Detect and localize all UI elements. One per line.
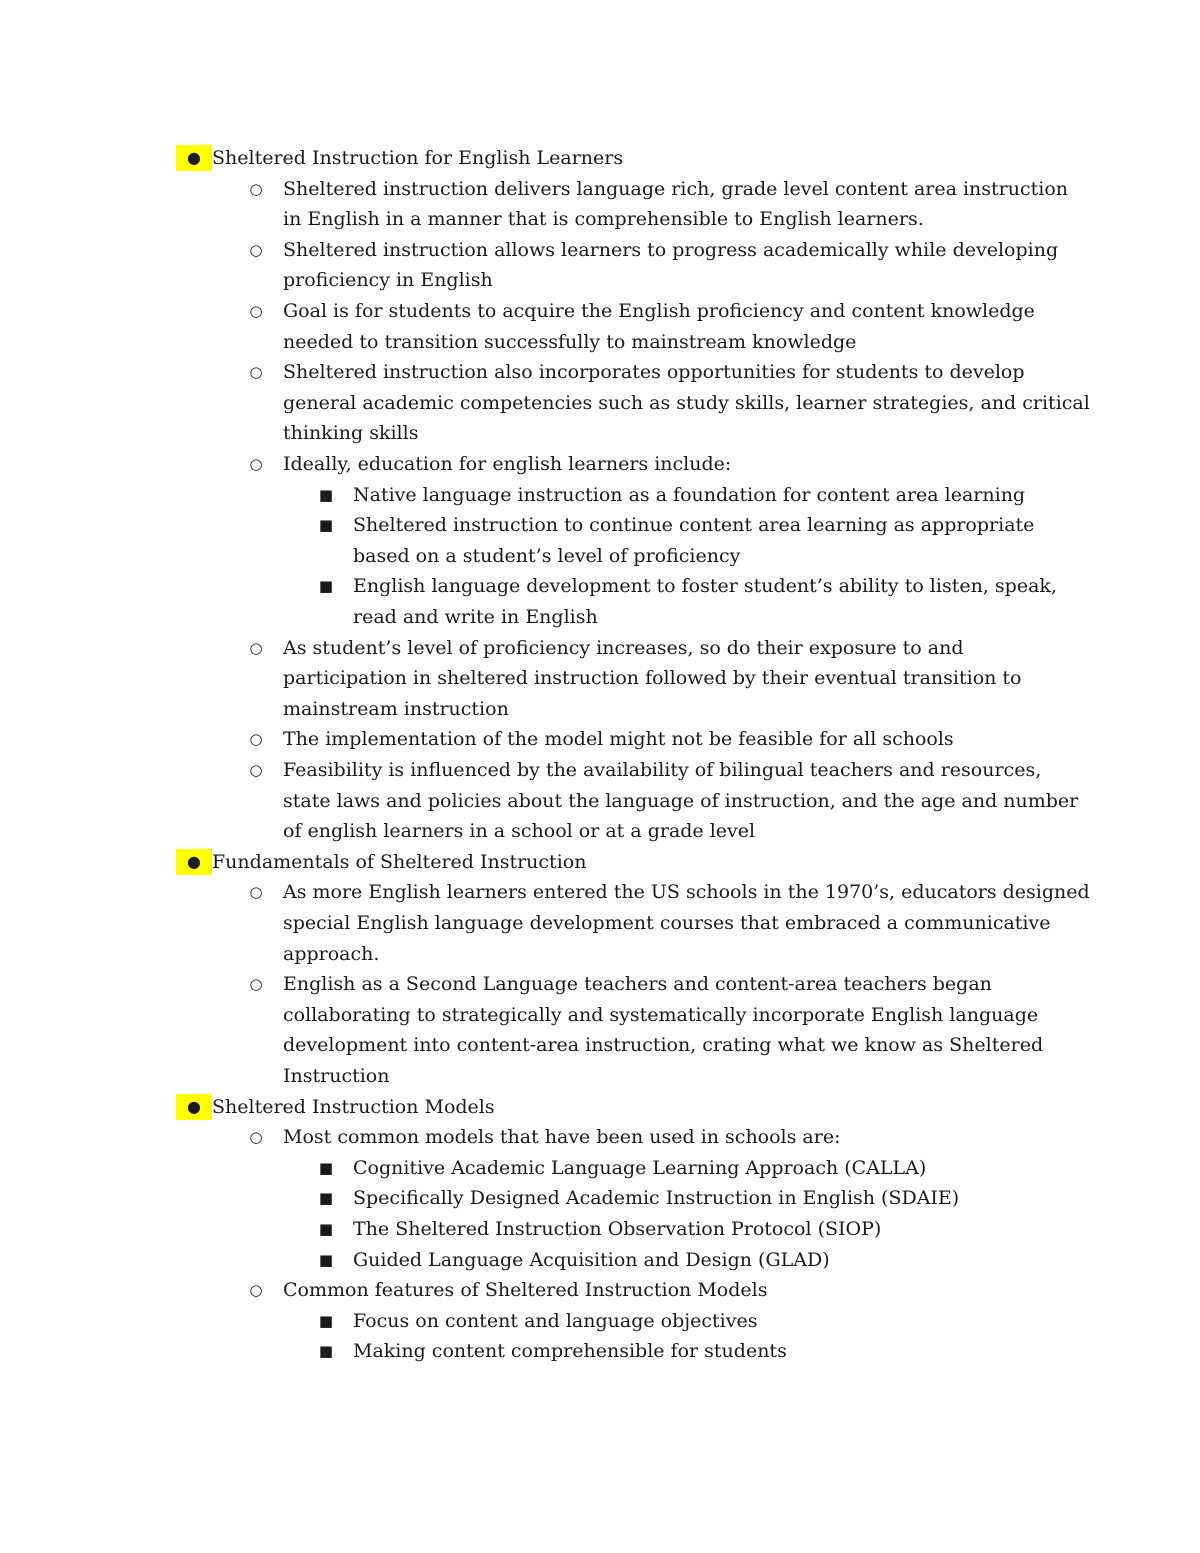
list-item-text: state laws and policies about the language of instruction, and the age and number <box>283 790 1079 812</box>
item-bullet-icon: ○ <box>249 455 263 473</box>
sub-list-item-text: English language development to foster student’s ability to listen, speak, <box>353 575 1057 597</box>
list-item-text: Goal is for students to acquire the English proficiency and content knowledge <box>283 300 1035 322</box>
sub-list-item-text: Specifically Designed Academic Instruction in English (SDAIE) <box>353 1187 960 1209</box>
subitem-bullet-icon: ■ <box>318 516 334 534</box>
item-bullet-icon: ○ <box>249 730 263 748</box>
list-item-text: collaborating to strategically and systematically incorporate English language <box>283 1004 1039 1026</box>
list-item-text: in English in a manner that is comprehensible to English learners. <box>283 208 924 230</box>
subitem-bullet-icon: ■ <box>318 1312 334 1330</box>
sub-list-item-text: Guided Language Acquisition and Design (GLAD) <box>353 1249 830 1271</box>
list-item-text: participation in sheltered instruction followed by their eventual transition to <box>283 667 1022 689</box>
list-item-text: As student’s level of proficiency increases, so do their exposure to and <box>283 637 964 659</box>
item-bullet-icon: ○ <box>249 1281 263 1299</box>
subitem-bullet-icon: ■ <box>318 1159 334 1177</box>
list-item-text: As more English learners entered the US schools in the 1970’s, educators designed <box>283 881 1090 903</box>
list-item-text: mainstream instruction <box>283 698 509 720</box>
subitem-bullet-icon: ■ <box>318 486 334 504</box>
item-bullet-icon: ○ <box>249 639 263 657</box>
section-bullet-icon: ● <box>176 849 212 875</box>
list-item-text: English as a Second Language teachers and content-area teachers began <box>283 973 992 995</box>
list-item-text: thinking skills <box>283 422 419 444</box>
section-heading: Sheltered Instruction for English Learners <box>212 147 624 169</box>
subitem-bullet-icon: ■ <box>318 1220 334 1238</box>
list-item-text: of english learners in a school or at a grade level <box>283 820 756 842</box>
sub-list-item-text: Native language instruction as a foundation for content area learning <box>353 484 1026 506</box>
list-item-text: Sheltered instruction allows learners to progress academically while developing <box>283 239 1059 261</box>
item-bullet-icon: ○ <box>249 180 263 198</box>
section-bullet-icon: ● <box>176 1094 212 1120</box>
item-bullet-icon: ○ <box>249 761 263 779</box>
section-heading: Fundamentals of Sheltered Instruction <box>212 851 587 873</box>
sub-list-item-text: based on a student’s level of proficiency <box>353 545 741 567</box>
list-item-text: approach. <box>283 943 380 965</box>
sub-list-item-text: Sheltered instruction to continue content area learning as appropriate <box>353 514 1035 536</box>
list-item-text: Sheltered instruction also incorporates opportunities for students to develop <box>283 361 1025 383</box>
sub-list-item-text: read and write in English <box>353 606 598 628</box>
subitem-bullet-icon: ■ <box>318 1189 334 1207</box>
list-item-text: development into content-area instruction, crating what we know as Sheltered <box>283 1034 1044 1056</box>
list-item-text: needed to transition successfully to mainstream knowledge <box>283 331 857 353</box>
sub-list-item-text: The Sheltered Instruction Observation Protocol (SIOP) <box>353 1218 882 1240</box>
subitem-bullet-icon: ■ <box>318 1251 334 1269</box>
sub-list-item-text: Making content comprehensible for students <box>353 1340 787 1362</box>
list-item-text: Most common models that have been used in schools are: <box>283 1126 841 1148</box>
item-bullet-icon: ○ <box>249 1128 263 1146</box>
list-item-text: Sheltered instruction delivers language rich, grade level content area instruction <box>283 178 1069 200</box>
item-bullet-icon: ○ <box>249 302 263 320</box>
item-bullet-icon: ○ <box>249 975 263 993</box>
list-item-text: Ideally, education for english learners include: <box>283 453 732 475</box>
list-item-text: Instruction <box>283 1065 390 1087</box>
subitem-bullet-icon: ■ <box>318 1342 334 1360</box>
list-item-text: proficiency in English <box>283 269 493 291</box>
sub-list-item-text: Focus on content and language objectives <box>353 1310 758 1332</box>
sub-list-item-text: Cognitive Academic Language Learning Approach (CALLA) <box>353 1157 927 1179</box>
list-item-text: Common features of Sheltered Instruction Models <box>283 1279 768 1301</box>
list-item-text: special English language development courses that embraced a communicative <box>283 912 1051 934</box>
section-bullet-icon: ● <box>176 145 212 171</box>
item-bullet-icon: ○ <box>249 883 263 901</box>
list-item-text: Feasibility is influenced by the availability of bilingual teachers and resources, <box>283 759 1042 781</box>
item-bullet-icon: ○ <box>249 241 263 259</box>
section-heading: Sheltered Instruction Models <box>212 1096 495 1118</box>
subitem-bullet-icon: ■ <box>318 577 334 595</box>
list-item-text: The implementation of the model might not be feasible for all schools <box>283 728 954 750</box>
list-item-text: general academic competencies such as study skills, learner strategies, and critical <box>283 392 1090 414</box>
item-bullet-icon: ○ <box>249 363 263 381</box>
